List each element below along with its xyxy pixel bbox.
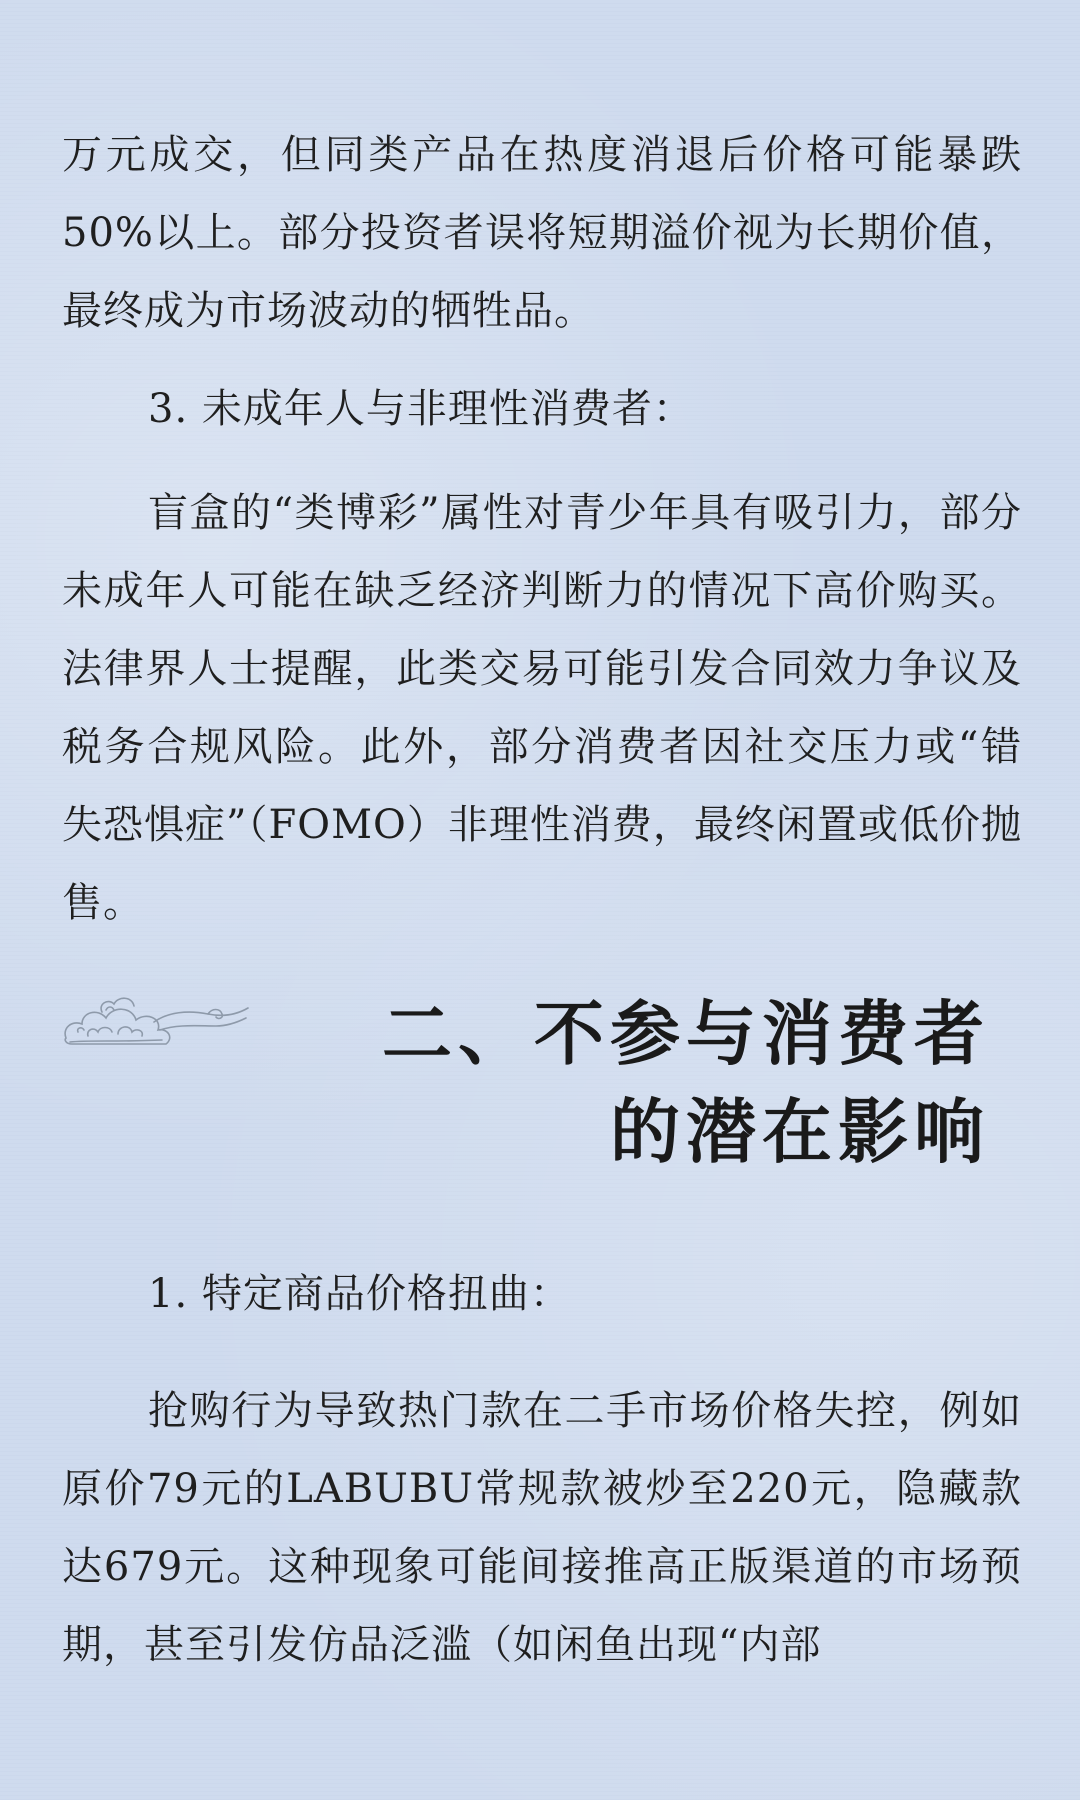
subheading-minors: 3. 未成年人与非理性消费者： [148,386,694,432]
paragraph-investor-risk: 万元成交，但同类产品在热度消退后价格可能暴跌50%以上。部分投资者误将短期溢价视为长期价值，最终成为市场波动的牺牲品。 [62,132,1022,334]
paragraph-minors: 盲盒的“类博彩”属性对青少年具有吸引力，部分未成年人可能在缺乏经济判断力的情况下高价购买。法律界人士提醒，此类交易可能引发合同效力争议及税务合规风险。此外，部分消费者因社交压力或“错失恐惧症”（FOMO）非理性消费，最终闲置或低价抛售。 [62,490,1022,926]
paragraph-price-distortion: 抢购行为导致热门款在二手市场价格失控，例如原价79元的LABUBU常规款被炒至220元，隐藏款达679元。这种现象可能间接推高正版渠道的市场预期，甚至引发仿品泛滥（如闲鱼出现“内部 [62,1388,1022,1668]
section-title-line-1: 二、不参与消费者 [382,992,990,1075]
section-title-line-2: 的潜在影响 [610,1090,990,1173]
section-title [360,985,990,1181]
auspicious-cloud-icon [58,982,254,1052]
subheading-price-distortion: 1. 特定商品价格扭曲： [148,1271,571,1317]
